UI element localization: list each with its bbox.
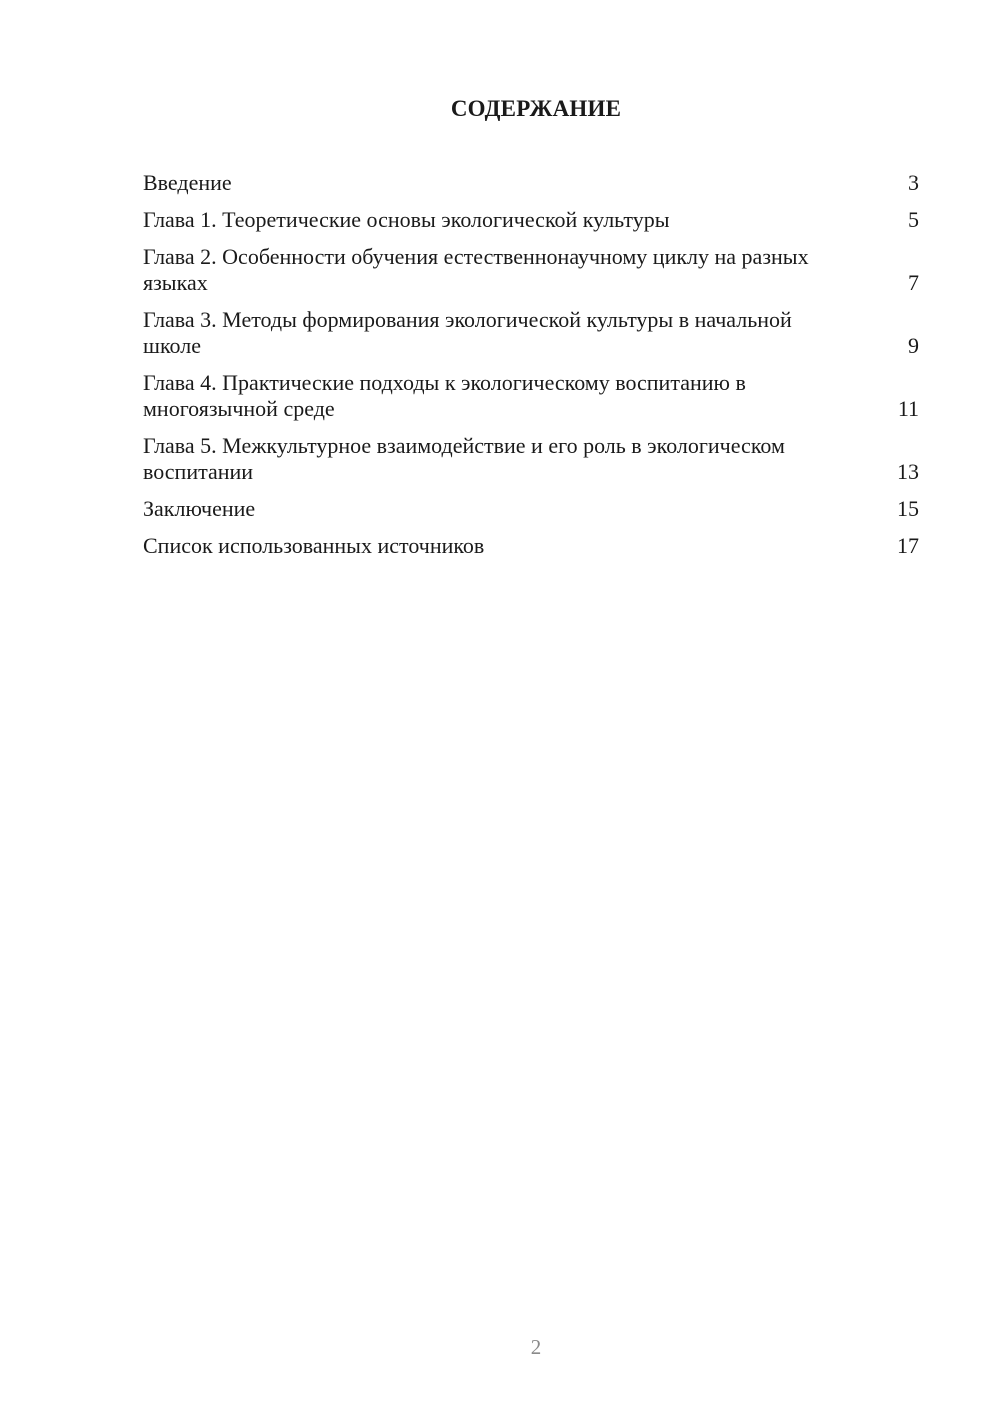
toc-entry-page: 7 [908, 270, 919, 295]
toc-entry-page: 17 [897, 533, 919, 558]
toc-entry [143, 370, 919, 422]
toc-entry-page: 13 [897, 459, 919, 484]
toc-entry [143, 307, 919, 359]
page-title: СОДЕРЖАНИЕ [450, 96, 622, 121]
table-of-contents [143, 170, 919, 570]
toc-entry-title: Список использованных источников [143, 533, 485, 558]
toc-entry-title: Глава 5. Межкультурное взаимодействие и его роль в экологическом воспитании [143, 433, 785, 484]
toc-entry [143, 433, 919, 485]
toc-entry [143, 496, 919, 522]
toc-entry-page: 15 [897, 496, 919, 521]
toc-entry-page: 9 [908, 333, 919, 358]
toc-entry [143, 170, 919, 196]
toc-entry [143, 244, 919, 296]
toc-entry-title: Введение [143, 170, 232, 195]
toc-entry-title: Глава 4. Практические подходы к экологическому воспитанию в многоязычной среде [143, 370, 746, 421]
toc-entry-title: Глава 2. Особенности обучения естественнонаучному циклу на разных языках [143, 244, 809, 295]
toc-entry [143, 533, 919, 559]
toc-entry-title: Глава 3. Методы формирования экологической культуры в начальной школе [143, 307, 792, 358]
toc-entry-page: 11 [897, 396, 919, 421]
toc-entry [143, 207, 919, 233]
toc-entry-page: 3 [908, 170, 919, 195]
toc-entry-page: 5 [908, 207, 919, 232]
toc-entry-title: Заключение [143, 496, 256, 521]
toc-entry-title: Глава 1. Теоретические основы экологической культуры [143, 207, 670, 232]
page-number: 2 [530, 1335, 542, 1359]
